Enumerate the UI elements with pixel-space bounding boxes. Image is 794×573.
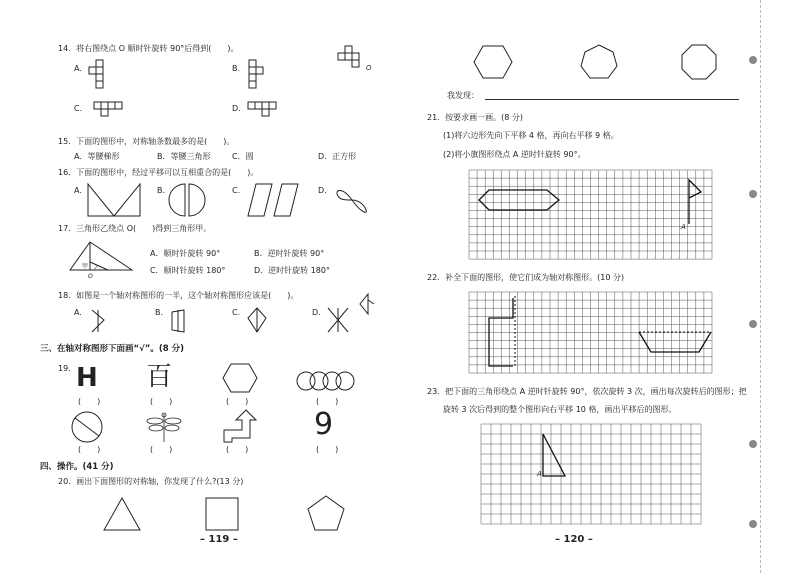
q17-option-d[interactable]: D．逆时针旋转 180°: [254, 266, 330, 275]
binding-hole: [749, 56, 757, 64]
q21-flag: [681, 178, 705, 226]
q16-option-d[interactable]: D.: [318, 186, 327, 195]
q17-label-yi: 乙: [94, 265, 101, 272]
q20-pentagon: [306, 494, 346, 532]
q20-triangle: [102, 496, 142, 532]
right-heptagon: [579, 43, 619, 81]
page-number-120: – 120 –: [555, 534, 593, 545]
q16-figure-d: [332, 184, 372, 216]
q15-option-c[interactable]: C．圆: [232, 152, 254, 161]
q17-option-a[interactable]: A．顺时针旋转 90°: [150, 249, 221, 258]
q18-option-d[interactable]: D.: [312, 308, 321, 317]
binding-margin: [760, 0, 794, 573]
q19-letter-h: H: [76, 363, 98, 393]
q16-figure-a: [86, 182, 142, 218]
q23-grid[interactable]: [481, 424, 703, 526]
q18-figure-b: [168, 308, 188, 334]
q20-square: [204, 496, 240, 532]
q22-right-shape: [637, 330, 713, 356]
q19-number: 19.: [58, 364, 71, 373]
q17-option-b[interactable]: B．逆时针旋转 90°: [254, 249, 325, 258]
q17-label-o: O: [88, 273, 93, 280]
right-page: [403, 0, 751, 573]
q19-answer-1[interactable]: ( ): [78, 397, 101, 406]
q19-bent-arrow: [220, 408, 260, 444]
q23-line1: 23．把下面的三角形绕点 A 逆时针旋转 90°，依次旋转 3 次，画出每次旋转后的图形；把: [427, 387, 747, 396]
q19-answer-3[interactable]: ( ): [226, 397, 249, 406]
q23-point-a: A: [537, 470, 542, 478]
q18-figure-d: [326, 306, 350, 334]
right-octagon: [679, 43, 719, 81]
q19-circle-slash: [70, 410, 104, 444]
q18-figure-a: [88, 308, 108, 334]
q14-option-d[interactable]: D.: [232, 104, 241, 113]
q14-option-b[interactable]: B.: [232, 64, 241, 73]
q14-figure-c: [92, 100, 126, 122]
q14-figure-b: [248, 58, 278, 90]
q21-grid[interactable]: [469, 170, 715, 260]
q16-figure-b: [168, 182, 206, 218]
q20-stem: 20．画出下面图形的对称轴，你发现了什么?(13 分): [58, 477, 244, 486]
q18-option-b[interactable]: B.: [155, 308, 164, 317]
q22-left-shape: [479, 296, 523, 368]
q23-line2: 旋转 3 次后得到的整个图形向右平移 10 格，画出平移后的图形。: [443, 405, 677, 414]
section-3-heading: 三、在轴对称图形下面画“√”。(8 分): [40, 344, 184, 354]
q19-dragonfly-icon: [146, 410, 182, 444]
q18-option-a[interactable]: A.: [74, 308, 82, 317]
q21-hexagon: [477, 188, 561, 212]
q19-answer-8[interactable]: ( ): [316, 445, 339, 454]
q15-option-d[interactable]: D．正方形: [318, 152, 357, 161]
q18-option-c[interactable]: C.: [232, 308, 241, 317]
q16-option-a[interactable]: A.: [74, 186, 82, 195]
q19-answer-7[interactable]: ( ): [226, 445, 249, 454]
q15-option-a[interactable]: A．等腰梯形: [74, 152, 120, 161]
finding-answer-line[interactable]: [485, 99, 739, 100]
q16-option-c[interactable]: C.: [232, 186, 241, 195]
q19-digit-nine: 9: [314, 407, 334, 442]
q17-figure: [68, 238, 134, 278]
right-hexagon: [473, 44, 513, 80]
q19-hexagon: [222, 362, 258, 394]
page-number-119: – 119 –: [200, 534, 238, 545]
q18-stem: 18．如图是一个轴对称图形的一半，这个轴对称图形应该是( )。: [58, 291, 299, 300]
left-page: [0, 0, 395, 573]
q21-sub1: (1)将六边形先向下平移 4 格，再向右平移 9 格。: [443, 131, 619, 140]
q19-answer-4[interactable]: ( ): [316, 397, 339, 406]
q19-answer-2[interactable]: ( ): [150, 397, 173, 406]
q21-point-a: A: [681, 223, 686, 231]
q18-figure-c: [246, 306, 268, 334]
q15-stem: 15．下面的图形中，对称轴条数最多的是( )。: [58, 137, 235, 146]
q15-option-b[interactable]: B．等腰三角形: [157, 152, 211, 161]
q19-answer-5[interactable]: ( ): [78, 445, 101, 454]
binding-hole: [749, 520, 757, 528]
q16-stem: 16．下面的图形中，经过平移可以互相重合的是( )。: [58, 168, 259, 177]
q16-option-b[interactable]: B.: [157, 186, 166, 195]
q19-rings: [296, 370, 356, 392]
q14-stem: 14．将右图绕点 O 顺时针旋转 90°后得到( )。: [58, 44, 239, 53]
q21-stem: 21．按要求画一画。(8 分): [427, 113, 524, 122]
q19-answer-6[interactable]: ( ): [150, 445, 173, 454]
binding-hole: [749, 440, 757, 448]
q14-option-a[interactable]: A.: [74, 64, 82, 73]
q22-stem: 22．补全下面的图形，使它们成为轴对称图形。(10 分): [427, 273, 625, 282]
q14-option-c[interactable]: C.: [74, 104, 83, 113]
q14-figure-d: [246, 100, 280, 122]
q18-half-figure: [358, 292, 378, 316]
q17-option-c[interactable]: C．顺时针旋转 180°: [150, 266, 226, 275]
section-4-heading: 四、操作。(41 分): [40, 462, 114, 472]
q16-figure-c: [246, 182, 302, 218]
q14-point-label: O: [366, 64, 372, 72]
q19-char-bai: 百: [146, 362, 173, 392]
binding-hole: [749, 320, 757, 328]
finding-label: 我发现：: [447, 91, 479, 100]
binding-hole: [749, 190, 757, 198]
q21-sub2: (2)将小旗图形绕点 A 逆时针旋转 90°。: [443, 150, 586, 159]
q17-stem: 17．三角形乙绕点 O( )得到三角形甲。: [58, 224, 212, 233]
q14-figure-a: [88, 58, 118, 90]
q17-label-jia: 甲: [82, 263, 89, 270]
